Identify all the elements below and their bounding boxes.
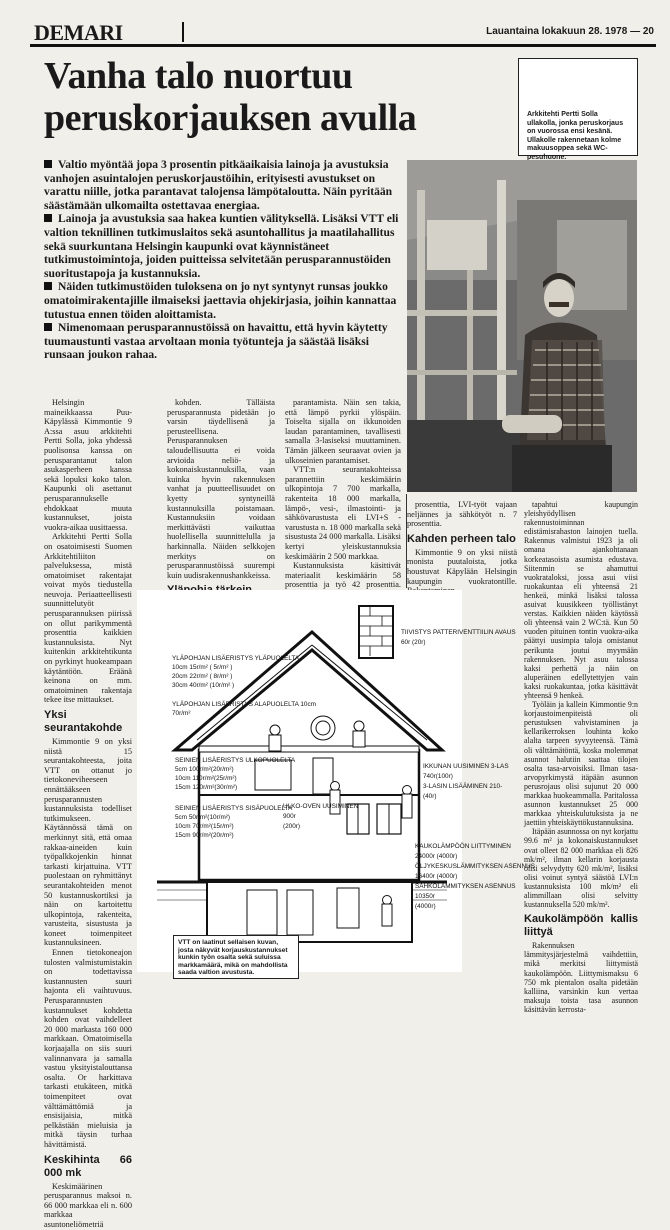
svg-text:900r: 900r <box>283 813 296 820</box>
bullet-square-icon <box>44 282 52 290</box>
svg-text:(4000r): (4000r) <box>415 903 436 910</box>
lead-paragraph: Valtio myöntää jopa 3 prosentin pitkäaikaisia lainoja ja avustuksia vanhojen asuintalojen peruskorjaustöihin, erityisesti avustukset on varattu niille, jotka parantavat talojensa lämpötaloutta. Näin pyritään säästämään ulkomailta ostettavaa energiaa. <box>44 158 393 212</box>
svg-text:16400r (4000r): 16400r (4000r) <box>415 873 458 880</box>
svg-text:15cm 120r/m²(30r/m²): 15cm 120r/m²(30r/m²) <box>175 784 238 791</box>
svg-text:SEINIEN LISÄERISTYS SISÄPUOLEL: SEINIEN LISÄERISTYS SISÄPUOLELTA <box>175 805 293 812</box>
masthead <box>30 22 656 47</box>
svg-text:TIIVISTYS PATTERIVENTTIILIN AV: TIIVISTYS PATTERIVENTTIILIN AVAUS <box>401 629 516 636</box>
paragraph: parantamista. Näin sen takia, että lämpö pyrkii ylöspäin. Toiselta sijalla on ikkunoiden laudan parantaminen, tavallisesti samalla 3-lasiseksi muuttaminen. Tämän jälkeen seuraavat ovien ja ulkoseinien parantamiset. <box>285 398 401 465</box>
bullet-square-icon <box>44 214 52 222</box>
article-column-1 <box>44 398 132 1230</box>
article-column-5 <box>524 500 638 1014</box>
svg-text:10cm 70r/m²(15r/m²): 10cm 70r/m²(15r/m²) <box>175 823 234 830</box>
illustration-caption: VTT on laatinut sellaisen kuvan, josta näkyvät korjauskustannukset kunkin työn osalta sekä suluissa markkamäärä, mikä on mahdollista saada valtion avustusta. <box>173 935 299 979</box>
architect-photo <box>407 160 637 492</box>
paragraph: VTT:n seurantakohteissa parannettiin keskimäärin ulkopintoja 7 700 markalla, rakenteita 18 000 markalla, lämpö-, vesi-, ilmastointi- ja sähkövarustusta eli LVI+S -varustusta n. 18 000 markalla sekä sisustusta 24 000 markalla. Lisäksi kertyi yleiskustannuksia keskimäärin 2 500 markkaa. <box>285 465 401 561</box>
svg-text:10350r: 10350r <box>415 893 435 900</box>
paragraph: Arkkitehti Pertti Solla on osatoimisesti Suomen Arkkitehtiliiton palveluksessa, mistä omatoimiset rakentajat voivat myös tiedustella neuvoja. Periaatteellisesti suunnittelutyöt perusparannuksen piirissä on ollut parikymmentä prosenttia kaikkien kustannuksista. Nyt kuitenkin arkkitehtikunta on pyrkinyt huokeampaan käytäntöön. Eräänä keinona on mm. omatoiminen rakentaja tekee itse mittaukset. <box>44 532 132 705</box>
paragraph: Kimmontie 9 on yksi niistä monista puutaloista, jotka houstuvat Käpylään Helsingin kaupungin vuokratontille. <box>407 547 517 586</box>
svg-text:SEINIEN LISÄERISTYS ULKOPUOLEL: SEINIEN LISÄERISTYS ULKOPUOLELTA <box>175 757 296 764</box>
svg-text:20cm 22r/m² ( 8r/m² ): 20cm 22r/m² ( 8r/m² ) <box>172 673 233 680</box>
svg-text:10cm 110r/m²(25r/m²): 10cm 110r/m²(25r/m²) <box>175 775 237 782</box>
paragraph: Itäpään asunnossa on nyt korjattu 99.6 m² ja kokonaiskustannukset ovat olleet 82 000 markkaa eli 826 mk/m², ilman kellarin korjausta olisi selvydytty 620 mk/m², lisäksi olisi voinut syntyä säästöä LVI:n kustannuksista 100 mk/m² eli alimmillaan olisi selvitty kustannuksella 520 mk/m². <box>524 827 638 910</box>
subheading: Keskihinta 66 000 mk <box>44 1153 132 1179</box>
svg-text:24000r (4000r): 24000r (4000r) <box>415 853 458 860</box>
paragraph: Kimmontie 9 on yksi niistä 15 seurantakohteesta, joita VTT on ottanut jo tietokoneviheeseen ennättääkseen perusparannusten kustannuksista todelliset tutkimukseen. Käytännössä tämä on merkinnyt sitä, että omaa rakkaa-aineiden kuin työpalkkojenkin hinnat tarkasti kirjattuina. VTT puolestaan on ryhmittänyt seurantakohteiden menot 50 kustannuskortiksi ja näin on kartoitettu ulkopintoja, rakenteita, varusteita, sisustusta ja koneet toimenpiteet kustannuksineen. <box>44 737 132 948</box>
headline: Vanha talo nuortuu peruskorjauksen avulla <box>44 55 417 139</box>
bullet-square-icon <box>44 160 52 168</box>
house-drawing <box>137 590 536 972</box>
svg-text:ULKO-OVEN UUSIMINEN: ULKO-OVEN UUSIMINEN <box>283 803 359 810</box>
paragraph: Työläin ja kallein Kimmontie 9:n korjaustoimenpiteistä oli perustuksen vahvistaminen ja kellarikerroksen louhinta koko alalta tarpeen syvyyteensä. Tämä oli välttämätöntä, koska molemmat asunnot halutiin saattaa tilojen osalta tasa-arvoisiksi. Ilman tasa-arvopyrkimystä itäpään asunnon perusrojaus olisi sujunut 20 000 markkaa huokeammalla. Paritalossa asunnon kustannukset 25 000 markkaa yhteiskulutuksista ja ne jaettiin yhteiskäyttökustannuksina. <box>524 700 638 828</box>
photo-caption: Arkkitehti Pertti Solla ullakolla, jonka peruskorjaus on vuorossa ensi kesänä. Ullakolle rakennetaan kolme makuusoppea sekä WC-pesuhuone. <box>527 111 624 161</box>
bullet-square-icon <box>44 323 52 331</box>
svg-text:70r/m²: 70r/m² <box>172 710 191 717</box>
svg-text:60r (20r): 60r (20r) <box>401 639 426 646</box>
subheading: Kahden perheen talo <box>407 532 516 545</box>
svg-text:5cm 50r/m²(10r/m²): 5cm 50r/m²(10r/m²) <box>175 814 231 821</box>
subheading: Yksi seurantakohde <box>44 709 123 734</box>
paragraph: tapahtui kaupungin yleishyödyllisen rakennustoiminnan edistämisrahaston lainojen tuella. Rakennus valmistui 1923 ja oli omana ajankohtanaan korkeatasoista asumista edustava. Siitenmin se ahamuttui vuokrataloksi, jossa asui viisi ruokakuntaa eli yhteensä 21 henkeä, minkä lisäksi talossa asuivat kuusikkeen työllistänyt verstas. Kaikkien näiden käytössä oli yhteensä vain 2 WC:tä. Kun 50 vuoden pituinen tontin vuokra-aika päättyi uusimpia taloja omistanut perikunta joutui myymään rakennuksen. Nyt asuu talossa kaksi perhettä ja näin on aluperäinen edellytettyjen vain kaksi ruokakuntaa, jotka käsittävät yhteensä 9 henkeä. <box>524 500 638 700</box>
lead-paragraphs <box>44 158 404 362</box>
masthead-divider <box>182 22 184 42</box>
subheading: Kaukolämpöön kallis liittyä <box>524 913 638 939</box>
svg-text:KAUKOLÄMPÖÖN LIITTYMINEN: KAUKOLÄMPÖÖN LIITTYMINEN <box>415 843 511 850</box>
newspaper-logo: DEMARI <box>34 20 123 45</box>
paragraph: kohden. Tälläista perusparannusta pidetään jo varsin täydellisenä ja perusteellisena. Perusparannuksen taloudellisuutta ei voida arvioida neliö- ja kokonaiskustannuksilla, vaan kuinka hyvin rakennuksen vanhat ja puutteellisuudet on kyetty syntyneillä kustannuksilla poistamaan. Kustannuksiin voidaan merkittävästi vaikuttaa huolellisella suunnittelulla ja harkinnalla. Näiden selkkojen merkitys on perusparannustöissä suurempi kuin uudisrakennushankkeissa. <box>167 398 275 580</box>
house-cost-illustration <box>137 590 536 972</box>
photo-caption-box <box>518 58 638 161</box>
svg-text:SÄHKÖLÄMMITYKSEN ASENNUS: SÄHKÖLÄMMITYKSEN ASENNUS <box>415 883 516 890</box>
svg-text:YLÄPOHJAN LISÄERISTYS ALAPUOLE: YLÄPOHJAN LISÄERISTYS ALAPUOLELTA 10cm <box>172 701 316 708</box>
paragraph: Ennen tietokoneajon tulosten valmistumistakin on todettavissa kustannusten suuri hajonta eli vaihtuvuus. Perusparannusten kustannukset kohdetta kohden ovat vaihdelleet 20 000 markasta 160 000 markkaan. Omatoimisella korjaajalla on siis suuri valinnanvara ja samalla vastuu yksityistalouttansa osalta. Or harkittava tarkasti etukäteen, mitkä toimenpiteet ovat välttämättömiä ja ensisijaisia, mitkä pelkästään mieluisia ja mitkä täysin turhaa hävittämistä. <box>44 948 132 1149</box>
svg-text:(200r): (200r) <box>283 823 301 830</box>
svg-text:30cm 40r/m² (10r/m² ): 30cm 40r/m² (10r/m² ) <box>172 682 235 689</box>
paragraph: Keskimäärinen perusparannus maksoi n. 66 000 markkaa eli n. 600 markkaa asuntoneliömetriä <box>44 1181 132 1229</box>
paragraph: Rakennuksen lämmitysjärjestelmä vaihdettiin, mikä merkitsi liittymistä kaukolämpöön. Liittymismaksu 6 750 mk pientalon osalta pidetään kalliina, varsinkin kun vertaa maksuja toista tasa asunnon käsittävän kerrosta- <box>524 941 638 1014</box>
paragraph: prosenttia, LVI-työt vajaan neljännes ja sähkötyöt n. 7 prosenttia. <box>407 500 517 529</box>
svg-text:YLÄPOHJAN LISÄERISTYS YLÄPUOLE: YLÄPOHJAN LISÄERISTYS YLÄPUOLELTA <box>172 655 300 662</box>
svg-text:(40r): (40r) <box>423 793 437 800</box>
lead-paragraph: Nimenomaan perusparannustöissä on havaittu, että hyvin käytetty tuumaustunti vastaa arvoltaan monia työtunteja ja säästää lisäksi runsaan joukon rahaa. <box>44 321 388 362</box>
label-heating-connection <box>415 842 535 910</box>
lead-paragraph: Näiden tutkimustöiden tuloksena on jo nyt syntynyt runsas joukko omatoimirakentajille ilmaiseksi jaettavia ohjekirjasia, joihin kannattaa tutustua ennen töiden aloittamista. <box>44 280 397 321</box>
svg-text:10cm 15r/m² ( 5r/m² ): 10cm 15r/m² ( 5r/m² ) <box>172 664 233 671</box>
svg-text:ÖLJYKESKUSLÄMMITYKSEN ASENNUS: ÖLJYKESKUSLÄMMITYKSEN ASENNUS <box>415 863 536 870</box>
dateline: Lauantaina lokakuun 28. 1978 — 20 <box>486 26 654 37</box>
svg-text:IKKUNAN UUSIMINEN 3-LAS: IKKUNAN UUSIMINEN 3-LAS <box>423 763 509 770</box>
paragraph: Kustannuksista käsittivät materiaalit keskimäärin 58 prosenttia ja työ 42 prosenttia. <box>285 561 401 590</box>
article-column-3 <box>285 398 401 609</box>
article-column-4 <box>407 500 517 596</box>
photo-drawing <box>407 160 637 492</box>
svg-text:5cm 100r/m²(20r/m²): 5cm 100r/m²(20r/m²) <box>175 766 234 773</box>
svg-text:3-LASIN LISÄÄMINEN 210-: 3-LASIN LISÄÄMINEN 210- <box>423 783 503 790</box>
svg-text:740r(100r): 740r(100r) <box>423 773 453 780</box>
paragraph: Helsingin maineikkaassa Puu-Käpylässä Kimmontie 9 A:ssa asuu arkkitehti Pertti Solla, joka yhdessä puolisonsa kanssa on perusparantanut talon asukasperheen kanssa sekä lopuksi koko talon. Kaupunki oli asettanut perusparannukselle ehdokkaat muuta kustannukset, joista vuokra-aikaa uusittaessa. <box>44 398 132 532</box>
svg-text:15cm 90r/m²(20r/m²): 15cm 90r/m²(20r/m²) <box>175 832 234 839</box>
lead-paragraph: Lainoja ja avustuksia saa hakea kuntien välityksellä. Lisäksi VTT eli valtion teknillinen tutkimuslaitos sekä asuntohallitus ja maatilahallitus sekä suurkuntana Helsingin kaupunki ovat käynnistäneet tutkimustoimintoja, joiden puitteissa selvitetään perusparannustöiden suoritustapoja ja kustannuksia. <box>44 212 399 280</box>
